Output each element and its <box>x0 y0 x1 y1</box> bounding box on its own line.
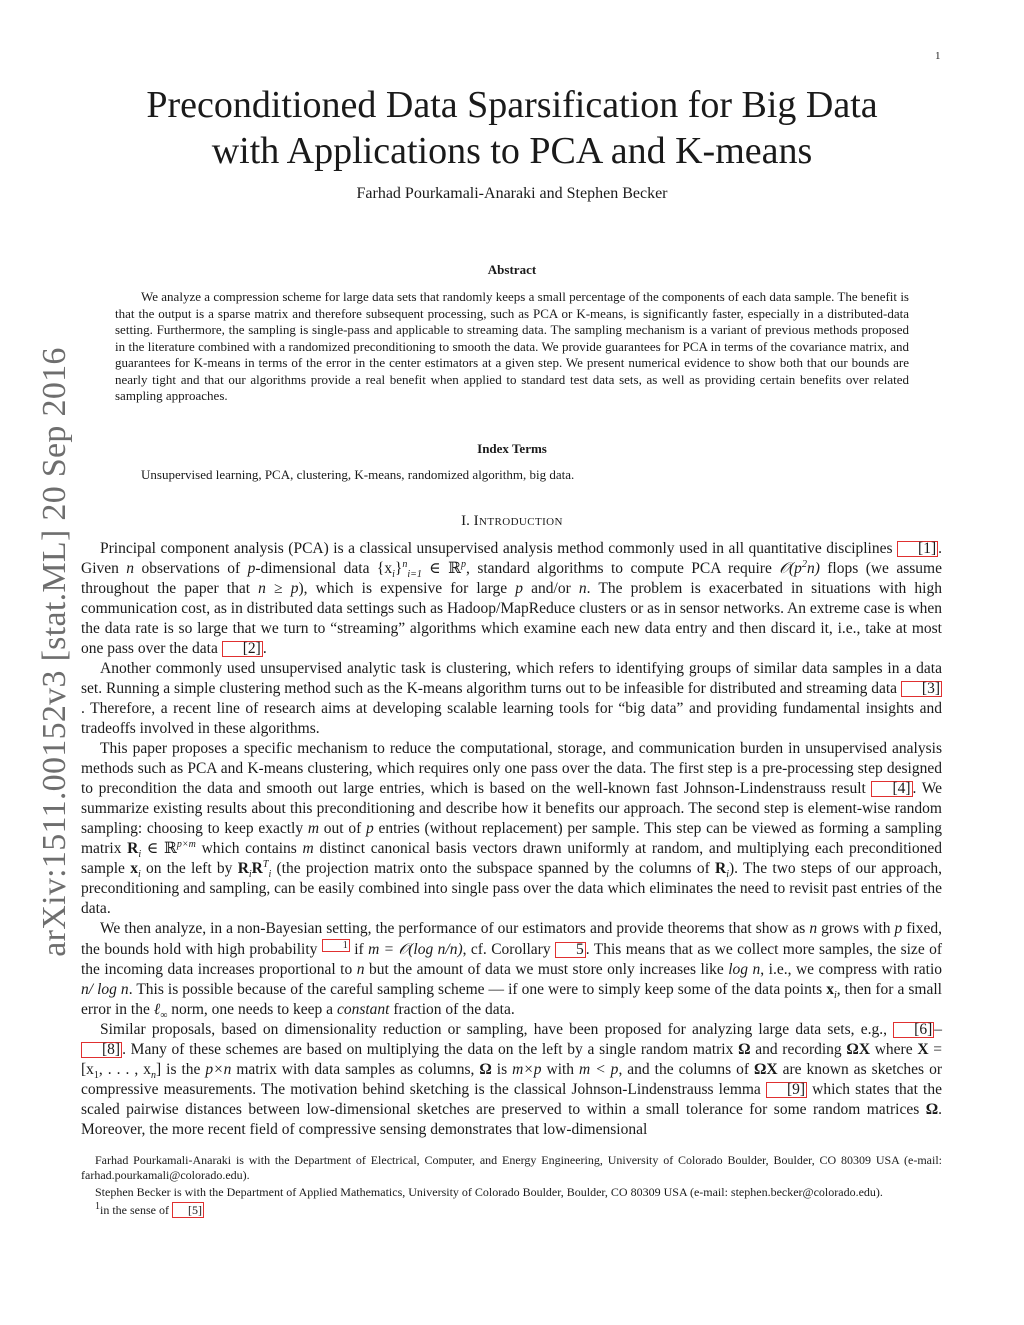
math-projection: $R_iR^T_i$ <box>237 858 272 881</box>
math-complexity: $𝒪(p^2n)$ <box>779 558 820 577</box>
paragraph-1: Principal component analysis (PCA) is a classical unsupervised analysis method commonly used in all quantitative disciplines [1] . Given n observations of p-dimensional data $\{x_i\}^n_{i=1}$ ∈ ℝ$^p$, standard algorithms to compute PCA require $𝒪(p^2n)$ flops (we assume throughout the paper that n ≥ p), which is expensive for large p and/or n. The problem is exacerbated in situations with high communication cost, as in distributed data settings such as Hadoop/MapReduce clusters or as in sensor networks. An extreme case is when the data rate is so large that we turn to “streaming” algorithms which examine each new data entry and then discard it, i.e., take at most one pass over the data [2] . <box>81 540 942 657</box>
math-sampling-matrix: $R_i$ ∈ ℝ$^{p\times m}$ <box>127 838 196 861</box>
footnote-link[interactable]: 1 <box>322 939 350 952</box>
paragraph-5: Similar proposals, based on dimensionality reduction or sampling, have been proposed for analyzing large data sets, e.g., [6] –[8] . Many of these schemes are based on multiplying the data on the left by a single random matrix Ω and recording ΩX where $X = [x_1$, . . . , $x_n$] is the p×n matrix with data samples as columns, Ω is m×p with m < p, and the columns of ΩX are known as sketches or compressive measurements. The motivation behind sketching is the classical Johnson-Lindenstrauss lemma [9] which states that the scaled pairwise distances between low-dimensional sketches are preserved to within a small tolerance for some random matrices Ω. Moreover, the more recent field of compressive sensing demonstrates that low-dimensional <box>81 1021 942 1139</box>
footnote-author-2: Stephen Becker is with the Department of Applied Mathematics, University of Colorado Boulder, Boulder, CO 80309 USA (e-mail: stephen.becker@colorado.edu). <box>95 1185 883 1199</box>
citation-link[interactable]: [1] <box>897 541 938 557</box>
index-terms-heading: Index Terms <box>477 441 547 456</box>
math-data-set: $\{x_i\}^n_{i=1}$ ∈ ℝ$^p$ <box>376 558 467 581</box>
paragraph-4: We then analyze, in a non-Bayesian setting, the performance of our estimators and provide theorems that show as n grows with p fixed, the bounds hold with high probability 1 if m = 𝒪(log n/n), cf. Corollary 5 . This means that as we collect more samples, the size of the incoming data increases proportional to n but the amount of data we must store only increases like log n, i.e., we compress with ratio n/ log n. This is possible because of the careful sampling scheme — if one were to simply keep some of the data points $x_i$, then for a small error in the ℓ$_\infty$ norm, one needs to keep a constant fraction of the data. <box>81 920 943 1022</box>
arxiv-identifier-stamp[interactable]: arXiv:1511.00152v3 [stat.ML] 20 Sep 2016 <box>36 347 73 957</box>
paragraph-3: This paper proposes a specific mechanism to reduce the computational, storage, and communication burden in unsupervised analysis methods such as PCA and K-means clustering, which requires only one pass over the data. The first step is a pre-processing step designed to precondition the data and smooth out large entries, which is based on the well-known fast Johnson-Lindenstrauss result [4] . We summarize existing results about this preconditioning and describe how it benefits our approach. The second step is element-wise random sampling: choosing to keep exactly m out of p entries (without replacement) per sample. This step can be viewed as forming a sampling matrix $R_i$ ∈ ℝ$^{p\times m}$ which contains m distinct canonical basis vectors drawn uniformly at random, and multiplying each preconditioned sample $x_i$ on the left by $R_iR^T_i$ (the projection matrix onto the subspace spanned by the columns of $R_i$). The two steps of our approach, preconditioning and sampling, can be easily combined into single pass over the data which eliminates the need to revisit past entries of the data. <box>81 740 942 917</box>
paragraph-2: Another commonly used unsupervised analytic task is clustering, which refers to identifying groups of similar data samples in a data set. Running a simple clustering method such as the K-means algorithm turns out to be infeasible for distributed and streaming data [3]. Therefore, a recent line of research aims at developing scalable learning tools for “big data” and providing fundamental insights and tradeoffs involved in these algorithms. <box>81 660 942 737</box>
title-line-2: with Applications to PCA and K-means <box>211 130 813 172</box>
citation-link[interactable]: [4] <box>871 781 912 797</box>
corollary-link[interactable]: 5 <box>555 942 586 958</box>
index-terms-text: Unsupervised learning, PCA, clustering, K-means, randomized algorithm, big data. <box>141 467 575 482</box>
footnotes <box>81 1153 942 1220</box>
section-numeral: I. <box>461 513 474 529</box>
footnote-author-1: Farhad Pourkamali-Anaraki is with the Department of Electrical, Computer, and Energy Engineering, University of Colorado Boulder, Boulder, CO 80309 USA (e-mail: farhad.pourkamali@colorado.edu). <box>81 1153 942 1182</box>
citation-link[interactable]: [6] <box>893 1022 934 1038</box>
section-name: Introduction <box>473 513 563 529</box>
abstract-heading: Abstract <box>487 262 537 277</box>
math-data-matrix: $X = [x_1$, . . . , $x_n$] <box>81 1041 942 1082</box>
citation-link[interactable]: [9] <box>766 1082 807 1098</box>
section-heading-introduction <box>100 513 924 530</box>
citation-link[interactable]: [5] <box>172 1202 204 1218</box>
footnote-1: $^1$in the sense of [5] <box>95 1201 202 1217</box>
citation-link[interactable]: [8] <box>81 1042 122 1058</box>
citation-link[interactable]: [3] <box>901 681 942 697</box>
title-line-1: Preconditioned Data Sparsification for Big Data <box>146 84 878 126</box>
author-list: Farhad Pourkamali-Anaraki and Stephen Becker <box>356 185 668 202</box>
page-number: 1 <box>935 50 941 62</box>
abstract-text: We analyze a compression scheme for large data sets that randomly keeps a small percentage of the components of each data sample. The benefit is that the output is a sparse matrix and therefore subsequent processing, such as PCA or K-means, is significantly faster, especially in a distributed-data setting. Furthermore, the sampling is single-pass and applicable to streaming data. The sampling mechanism is a variant of previous methods proposed in the literature combined with a randomized preconditioning to smooth the data. We provide guarantees for PCA in terms of the covariance matrix, and guarantees for K-means in terms of the error in the center estimators at a given step. We present numerical evidence to show both that our bounds are nearly tight and that our algorithms provide a real benefit when applied to standard test data sets, as well as providing certain benefits over related sampling approaches. <box>115 289 909 403</box>
paper-title <box>100 82 924 174</box>
citation-link[interactable]: [2] <box>222 641 263 657</box>
body-text <box>81 539 942 1140</box>
